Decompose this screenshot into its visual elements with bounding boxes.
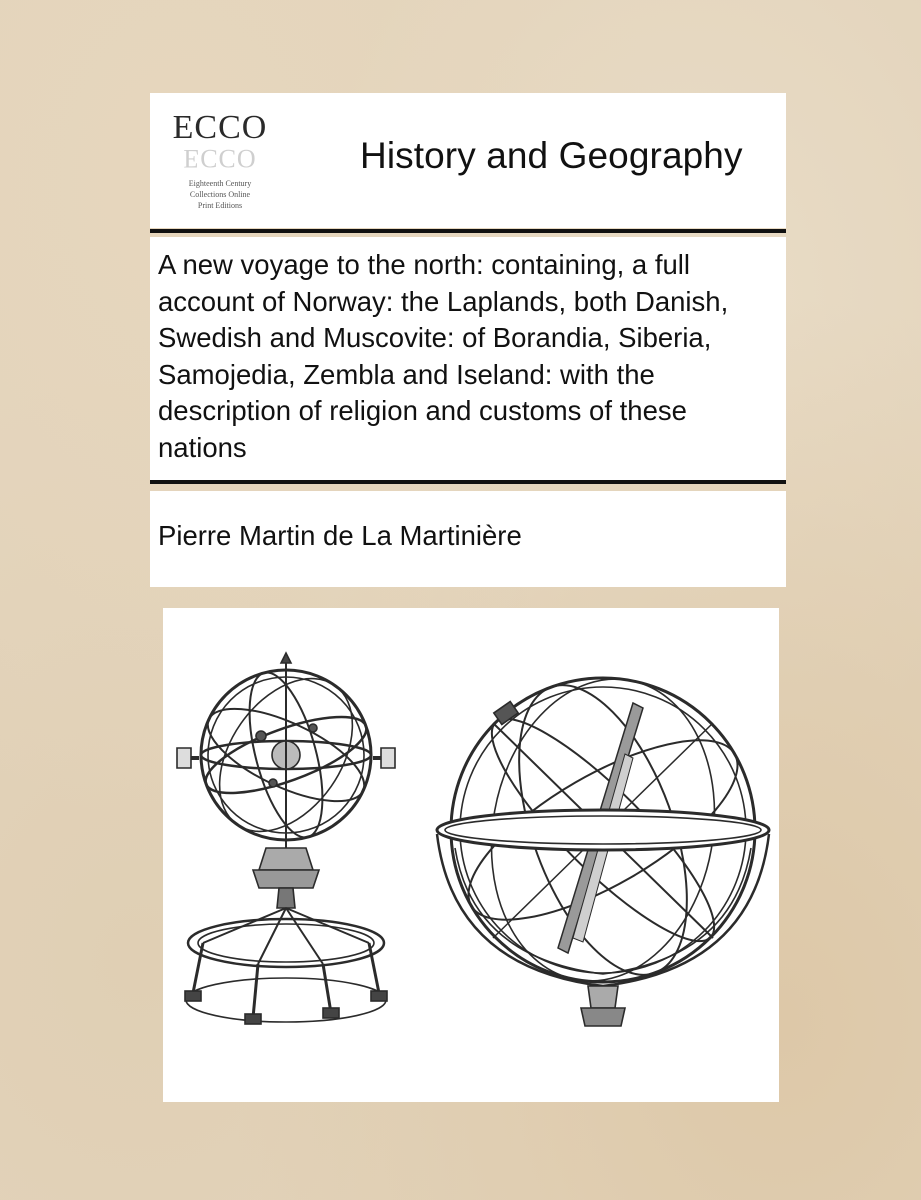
- logo-line-2: Collections Online: [189, 190, 251, 199]
- logo-line-3: Print Editions: [197, 201, 243, 210]
- armillary-sphere-stand-icon: [177, 653, 395, 1024]
- book-title: A new voyage to the north: containing, a full account of Norway: the Laplands, both Danish, Swedish and Muscovite: of Borandia, Siberia, Samojedia, Zembla and Iseland: with the description of religion and customs of these nations: [158, 249, 729, 463]
- author-block: [150, 491, 786, 587]
- series-title: History and Geography: [360, 135, 743, 176]
- divider-rule: [150, 229, 786, 233]
- title-block: [150, 237, 786, 480]
- logo-letters: ECCO: [172, 109, 268, 146]
- author-name: Pierre Martin de La Martinière: [158, 520, 522, 551]
- logo-line-1: Eighteenth Century: [188, 179, 252, 188]
- series-header: [150, 93, 786, 228]
- divider-rule: [150, 480, 786, 484]
- armillary-sphere-hemisphere-icon: [437, 661, 769, 1026]
- ecco-logo: [172, 107, 268, 215]
- cover-illustration: [163, 608, 779, 1102]
- logo-reflection: ECCO: [183, 144, 257, 173]
